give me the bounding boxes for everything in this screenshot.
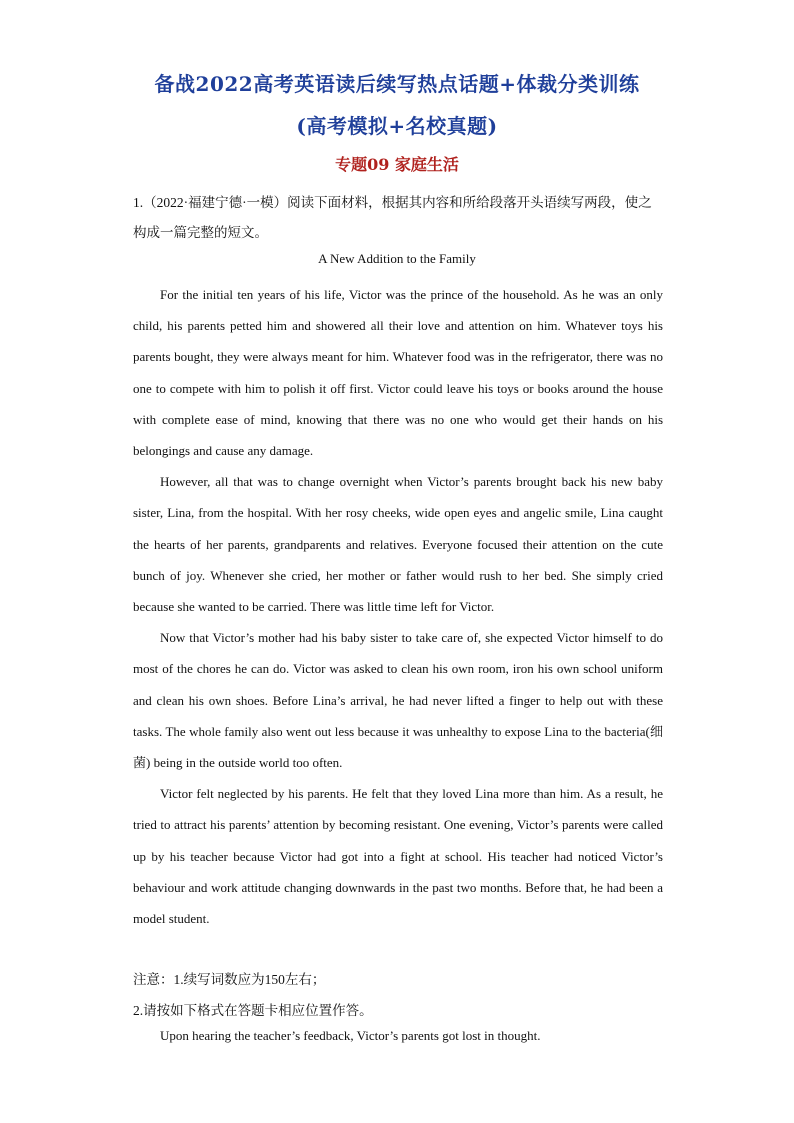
story-paragraph: Now that Victor’s mother had his baby sister to take care of, she expected Victor himself to do most of the chores he can do. Victor was asked to clean his own room, iron his own school uniform and clean his own shoes. Before Lina’s arrival, he had never lifted a finger to help out with these tasks. The whole family also went out less because it was unhealthy to expose Lina to the bacteria(细菌) being in the outside world too often. bbox=[133, 630, 663, 771]
topic-heading: 专题09 家庭生活 bbox=[335, 155, 459, 174]
notes bbox=[133, 964, 663, 1026]
document-title: 备战2022高考英语读后续写热点话题+体裁分类训练 bbox=[154, 72, 640, 96]
story-title: A New Addition to the Family bbox=[318, 251, 476, 266]
note-line: 注意：1.续写词数应为150左右； bbox=[133, 972, 326, 987]
story-paragraph: For the initial ten years of his life, Victor was the prince of the household. As he was an only child, his parents petted him and showered all their love and attention on him. Whatever toys his parents bought, they were always meant for him. Whatever food was in the refrigerator, there was no one to compete with him to polish it off first. Victor could leave his toys or books around the house with complete ease of mind, knowing that there was no one who would get their hands on his belongings and cause any damage. bbox=[133, 287, 663, 459]
continuation-opening: Upon hearing the teacher’s feedback, Victor’s parents got lost in thought. bbox=[160, 1028, 541, 1043]
story-paragraph: However, all that was to change overnight when Victor’s parents brought back his new baby sister, Lina, from the hospital. With her rosy cheeks, wide open eyes and angelic smile, Lina caught the hearts of her parents, grandparents and relatives. Everyone focused their attention on the cute bunch of joy. Whenever she cried, her mother or father would rush to her bed. She simply cried because she wanted to be carried. There was little time left for Victor. bbox=[133, 474, 663, 615]
question-intro: 1.（2022·福建宁德·一模）阅读下面材料，根据其内容和所给段落开头语续写两段，使之构成一篇完整的短文。 bbox=[133, 195, 652, 240]
story-body bbox=[133, 279, 663, 934]
note-line: 2.请按如下格式在答题卡相应位置作答。 bbox=[133, 1003, 373, 1018]
document-subtitle: (高考模拟+名校真题) bbox=[296, 114, 498, 138]
story-paragraph: Victor felt neglected by his parents. He felt that they loved Lina more than him. As a result, he tried to attract his parents’ attention by becoming resistant. One evening, Victor’s parents were called up by his teacher because Victor had got into a fight at school. His teacher had noticed Victor’s behaviour and work attitude changing downwards in the past two months. Before that, he had been a model student. bbox=[133, 786, 663, 927]
